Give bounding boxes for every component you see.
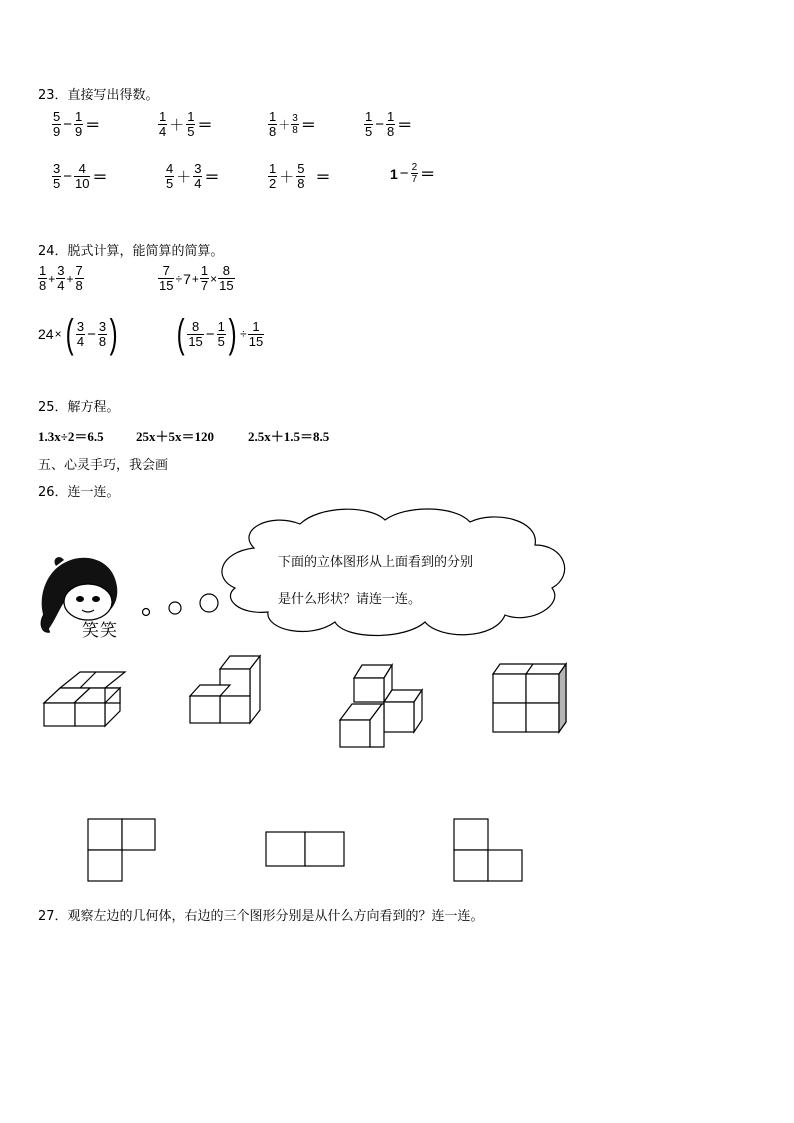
equation: 25x＋5x＝120 xyxy=(136,429,215,444)
bubble-text-line-2: 是什么形状？请连一连。 xyxy=(278,592,422,607)
q23-item: $\frac{1}{5}$ − $\frac{1}{8}$ ＝ xyxy=(365,109,413,139)
fraction: $\frac{7}{15}$ xyxy=(159,263,174,293)
q23-item: $\frac{1}{4}$ ＋ $\frac{1}{5}$ ＝ xyxy=(159,109,213,139)
q23-item: 1 − $\frac{2}{7}$ ＝ xyxy=(390,162,436,185)
q24-title: 24．脱式计算，能简算的简算。 xyxy=(38,244,224,259)
character-name-label: 笑笑 xyxy=(82,621,118,641)
fraction: $\frac{4}{10}$ xyxy=(75,161,90,191)
fraction: $\frac{1}{8}$ xyxy=(39,263,47,293)
fraction: $\frac{1}{5}$ xyxy=(187,109,195,139)
q23-item: $\frac{4}{5}$ ＋ $\frac{3}{4}$ ＝ xyxy=(166,161,220,191)
fraction: $\frac{3}{4}$ xyxy=(57,263,65,293)
fraction: $\frac{1}{8}$ xyxy=(387,109,395,139)
fraction: $\frac{3}{4}$ xyxy=(76,318,85,349)
fraction: $\frac{1}{9}$ xyxy=(75,109,83,139)
q23-item: $\frac{3}{5}$ − $\frac{4}{10}$ ＝ xyxy=(53,161,108,191)
fraction: $\frac{4}{5}$ xyxy=(166,161,174,191)
top-view-shape-3 xyxy=(454,819,522,881)
fraction: $\frac{3}{4}$ xyxy=(194,161,202,191)
equation: 2.5x＋1.5＝8.5 xyxy=(248,429,330,444)
section-5-title: 五、心灵手巧，我会画 xyxy=(38,458,169,473)
q24-expression: $\frac{7}{15}$ ÷ 7 + $\frac{1}{7}$ × $\frac{8}{15}$ xyxy=(159,263,234,293)
fraction: $\frac{3}{5}$ xyxy=(53,161,61,191)
fraction: $\frac{1}{5}$ xyxy=(217,318,225,349)
fraction: $\frac{2}{7}$ xyxy=(411,162,418,185)
fraction: $\frac{1}{5}$ xyxy=(365,109,373,139)
q23-title: 23．直接写出得数。 xyxy=(38,88,159,103)
q23-item: $\frac{1}{8}$ ＋ $\frac{3}{8}$ ＝ xyxy=(269,109,316,139)
q27-title: 27．观察左边的几何体，右边的三个图形分别是从什么方向看到的？连一连。 xyxy=(38,909,484,924)
fraction: $\frac{1}{7}$ xyxy=(200,263,209,293)
top-view-shape-2 xyxy=(266,832,344,866)
q23-item: $\frac{5}{9}$ − $\frac{1}{9}$ ＝ xyxy=(53,109,101,139)
q24-expression: 24 × ( $\frac{3}{4}$ − $\frac{3}{8}$ ) xyxy=(38,312,118,356)
q26-title: 26．连一连。 xyxy=(38,485,120,500)
fraction: $\frac{7}{8}$ xyxy=(75,263,83,293)
q23-item: $\frac{1}{2}$ ＋ $\frac{5}{8}$ ＝ xyxy=(269,161,331,191)
top-view-shape-1 xyxy=(88,819,155,881)
q25-title: 25．解方程。 xyxy=(38,400,120,415)
fraction: $\frac{1}{4}$ xyxy=(159,109,167,139)
fraction: $\frac{8}{15}$ xyxy=(219,263,234,293)
fraction: $\frac{3}{8}$ xyxy=(98,318,107,349)
fraction: $\frac{1}{8}$ xyxy=(269,109,277,139)
fraction: $\frac{3}{8}$ xyxy=(292,113,298,136)
fraction: $\frac{5}{8}$ xyxy=(297,161,305,191)
fraction: $\frac{1}{2}$ xyxy=(269,161,277,191)
q24-expression: ( $\frac{8}{15}$ − $\frac{1}{5}$ ) ÷ $\frac{1}{15}$ xyxy=(176,312,264,356)
equation: 1.3x÷2＝6.5 xyxy=(38,429,104,444)
fraction: $\frac{1}{15}$ xyxy=(248,318,264,349)
q24-expression: $\frac{1}{8}$ + $\frac{3}{4}$ + $\frac{7}{8}$ xyxy=(39,263,83,293)
bubble-text-line-1: 下面的立体图形从上面看到的分别 xyxy=(278,555,474,570)
fraction: $\frac{5}{9}$ xyxy=(53,109,61,139)
fraction: $\frac{8}{15}$ xyxy=(188,318,203,349)
